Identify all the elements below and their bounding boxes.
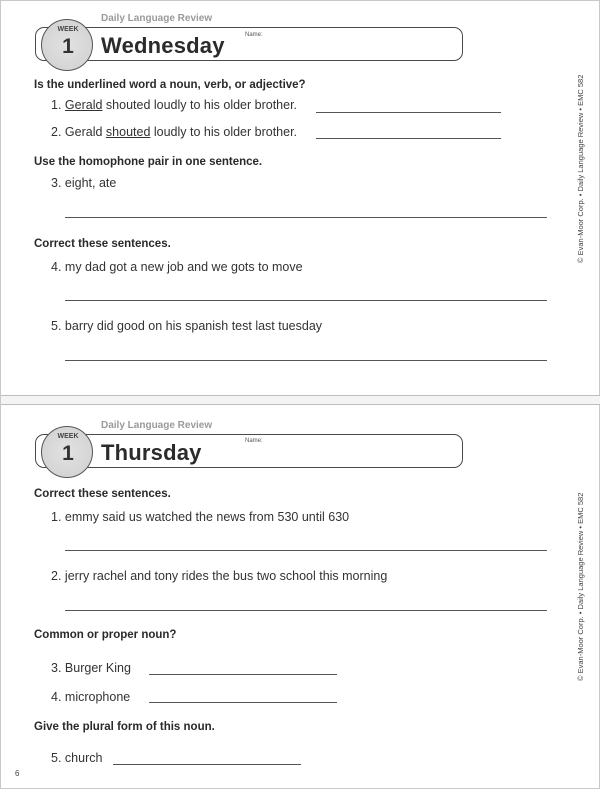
week-number: 1 bbox=[62, 35, 74, 58]
question-item bbox=[51, 569, 387, 583]
day-title: Wednesday bbox=[101, 33, 225, 58]
series-title: Daily Language Review bbox=[101, 13, 213, 24]
week-badge bbox=[41, 19, 93, 71]
item-number: 2. bbox=[51, 125, 62, 139]
item-text: loudly to his older brother. bbox=[150, 125, 298, 139]
item-text: Burger King bbox=[64, 661, 131, 675]
answer-line[interactable] bbox=[65, 550, 547, 551]
item-text: barry did good on his spanish test last tuesday bbox=[64, 319, 323, 333]
question-item bbox=[51, 125, 297, 139]
week-badge bbox=[41, 426, 93, 478]
page-number: 6 bbox=[15, 769, 20, 778]
item-text: my dad got a new job and we gots to move bbox=[64, 260, 303, 274]
item-number: 3. bbox=[51, 176, 62, 190]
name-label: Name: bbox=[245, 32, 263, 38]
underlined-word: Gerald bbox=[64, 98, 103, 112]
instruction: Give the plural form of this noun. bbox=[34, 721, 215, 733]
copyright-note: © Evan-Moor Corp. • Daily Language Review • EMC 582 bbox=[576, 74, 585, 263]
item-number: 4. bbox=[51, 260, 62, 274]
item-text: eight, ate bbox=[64, 176, 117, 190]
item-number: 1. bbox=[51, 98, 62, 112]
answer-line[interactable] bbox=[65, 300, 547, 301]
item-text: church bbox=[64, 751, 103, 765]
copyright-note: © Evan-Moor Corp. • Daily Language Review • EMC 582 bbox=[576, 492, 585, 681]
answer-line[interactable] bbox=[65, 217, 547, 218]
week-number: 1 bbox=[62, 442, 74, 465]
item-number: 3. bbox=[51, 661, 62, 675]
question-item bbox=[51, 260, 303, 274]
answer-line[interactable] bbox=[316, 138, 501, 139]
question-item bbox=[51, 319, 322, 333]
series-title: Daily Language Review bbox=[101, 420, 213, 431]
answer-line[interactable] bbox=[149, 674, 337, 675]
week-label: WEEK bbox=[57, 26, 79, 33]
instruction: Correct these sentences. bbox=[34, 488, 171, 500]
instruction: Is the underlined word a noun, verb, or adjective? bbox=[34, 79, 306, 91]
answer-line[interactable] bbox=[65, 360, 547, 361]
item-text: emmy said us watched the news from 530 until 630 bbox=[64, 510, 350, 524]
page-divider bbox=[1, 395, 600, 405]
answer-line[interactable] bbox=[149, 702, 337, 703]
question-item bbox=[51, 690, 130, 704]
question-item bbox=[51, 751, 102, 765]
question-item bbox=[51, 98, 297, 112]
week-label: WEEK bbox=[57, 433, 79, 440]
item-text: Gerald bbox=[64, 125, 106, 139]
instruction: Correct these sentences. bbox=[34, 238, 171, 250]
instruction: Common or proper noun? bbox=[34, 629, 177, 641]
instruction: Use the homophone pair in one sentence. bbox=[34, 156, 263, 168]
item-number: 5. bbox=[51, 751, 62, 765]
question-item bbox=[51, 176, 116, 190]
name-label: Name: bbox=[245, 438, 263, 444]
item-number: 5. bbox=[51, 319, 62, 333]
question-item bbox=[51, 661, 131, 675]
answer-line[interactable] bbox=[65, 610, 547, 611]
item-number: 1. bbox=[51, 510, 62, 524]
underlined-word: shouted bbox=[105, 125, 151, 139]
item-number: 4. bbox=[51, 690, 62, 704]
day-title: Thursday bbox=[101, 440, 202, 465]
question-item bbox=[51, 510, 349, 524]
answer-line[interactable] bbox=[113, 764, 301, 765]
item-text: microphone bbox=[64, 690, 131, 704]
item-text: jerry rachel and tony rides the bus two school this morning bbox=[64, 569, 388, 583]
answer-line[interactable] bbox=[316, 112, 501, 113]
item-number: 2. bbox=[51, 569, 62, 583]
item-text: shouted loudly to his older brother. bbox=[102, 98, 298, 112]
